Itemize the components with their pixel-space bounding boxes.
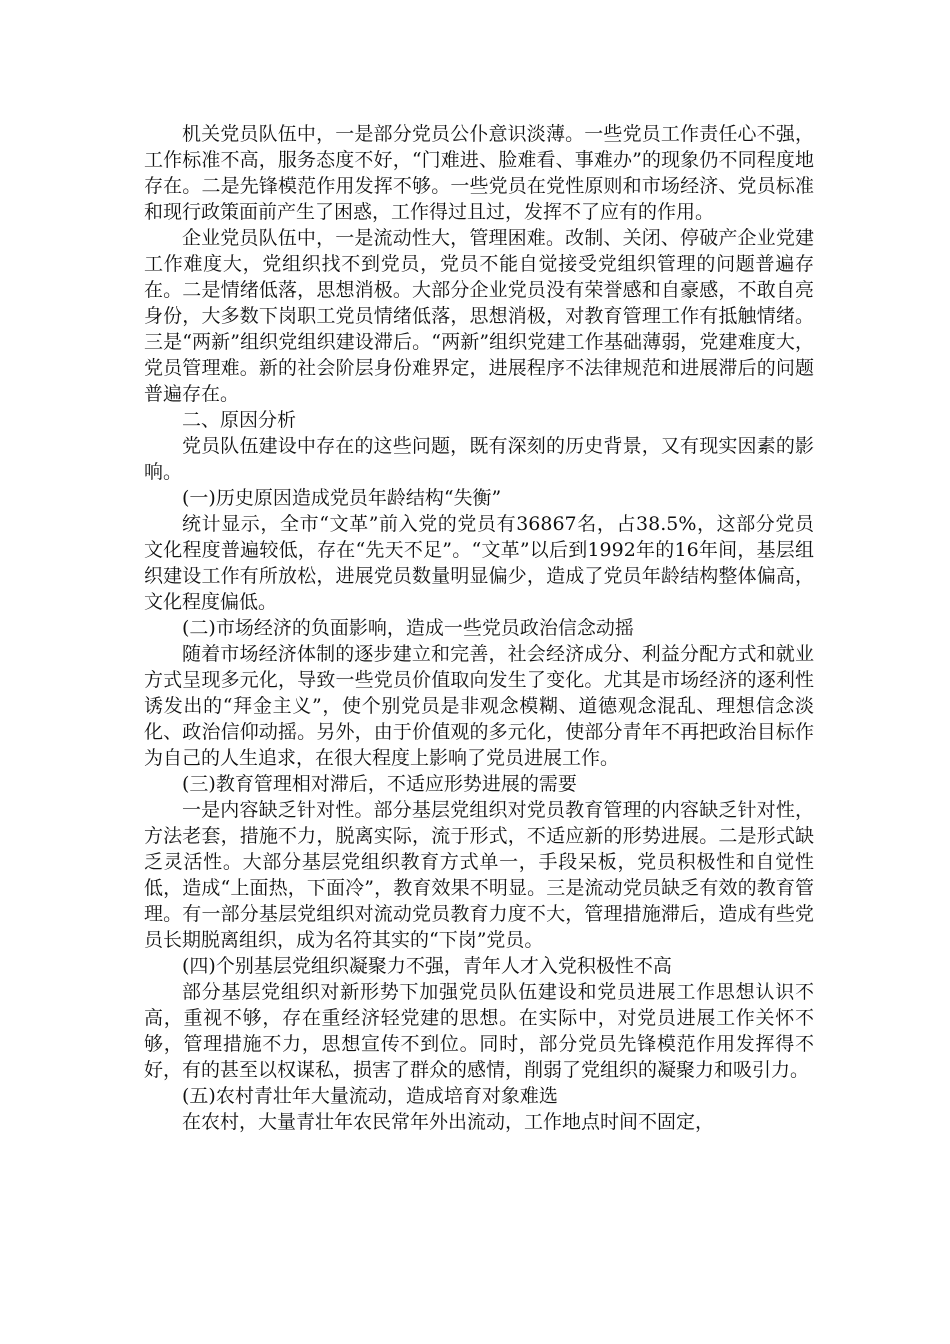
paragraph-party-members-in-enterprises: 企业党员队伍中，一是流动性大，管理困难。改制、关闭、停破产企业党建工作难度大，党组织找不到党员，党员不能自觉接受党组织管理的问题普遍存在。二是情绪低落，思想消极。大部分企业党员没有荣誉感和自豪感，不敢自亮身份，大多数下岗职工党员情绪低落，思想消极，对教育管理工作有抵触情绪。三是“两新”组织党组织建设滞后。“两新”组织党建工作基础薄弱，党建难度大，党员管理难。新的社会阶层身份难界定，进展程序不法律规范和进展滞后的问题普遍存在。 — [144, 227, 814, 405]
section-heading-cause-analysis: 二、原因分析 — [182, 409, 297, 431]
paragraph-historical-reasons: 统计显示，全市“文革”前入党的党员有36867名，占38.5%，这部分党员文化程度普遍较低，存在“先天不足”。“文革”以后到1992年的16年间，基层组织建设工作有所放松，进展党员数量明显偏少，造成了党员年龄结构整体偏高，文化程度偏低。 — [144, 513, 814, 613]
document-body — [144, 121, 814, 1135]
subheading-market-economy: (二)市场经济的负面影响，造成一些党员政治信念动摇 — [182, 617, 634, 639]
paragraph-cohesion: 部分基层党组织对新形势下加强党员队伍建设和党员进展工作思想认识不高，重视不够，存在重经济轻党建的思想。在实际中，对党员进展工作关怀不够，管理措施不力，思想宣传不到位。同时，部分党员先锋模范作用发挥得不好，有的甚至以权谋私，损害了群众的感情，削弱了党组织的凝聚力和吸引力。 — [144, 981, 814, 1081]
paragraph-party-members-in-government-organs: 机关党员队伍中，一是部分党员公仆意识淡薄。一些党员工作责任心不强，工作标准不高，服务态度不好，“门难进、脸难看、事难办”的现象仍不同程度地存在。二是先锋模范作用发挥不够。一些党员在党性原则和市场经济、党员标准和现行政策面前产生了困惑，工作得过且过，发挥不了应有的作用。 — [144, 123, 814, 223]
paragraph-education-management: 一是内容缺乏针对性。部分基层党组织对党员教育管理的内容缺乏针对性，方法老套，措施不力，脱离实际，流于形式，不适应新的形势进展。二是形式缺乏灵活性。大部分基层党组织教育方式单一，手段呆板，党员积极性和自觉性低，造成“上面热，下面冷”，教育效果不明显。三是流动党员缺乏有效的教育管理。有一部分基层党组织对流动党员教育力度不大，管理措施滞后，造成有些党员长期脱离组织，成为名符其实的“下岗”党员。 — [144, 799, 814, 951]
subheading-cohesion: (四)个别基层党组织凝聚力不强，青年人才入党积极性不高 — [182, 955, 672, 977]
paragraph-cause-intro: 党员队伍建设中存在的这些问题，既有深刻的历史背景，又有现实因素的影响。 — [144, 435, 814, 483]
subheading-historical-reasons: (一)历史原因造成党员年龄结构“失衡” — [182, 487, 502, 509]
subheading-education-management: (三)教育管理相对滞后，不适应形势进展的需要 — [182, 773, 577, 795]
paragraph-rural-mobility: 在农村，大量青壮年农民常年外出流动，工作地点时间不固定， — [182, 1111, 715, 1133]
paragraph-market-economy: 随着市场经济体制的逐步建立和完善，社会经济成分、利益分配方式和就业方式呈现多元化，导致一些党员价值取向发生了变化。尤其是市场经济的逐利性诱发出的“拜金主义”，使个别党员是非观念模糊、道德观念混乱、理想信念淡化、政治信仰动摇。另外，由于价值观的多元化，使部分青年不再把政治目标作为自己的人生追求，在很大程度上影响了党员进展工作。 — [144, 643, 814, 769]
subheading-rural-mobility: (五)农村青壮年大量流动，造成培育对象难选 — [182, 1085, 558, 1107]
